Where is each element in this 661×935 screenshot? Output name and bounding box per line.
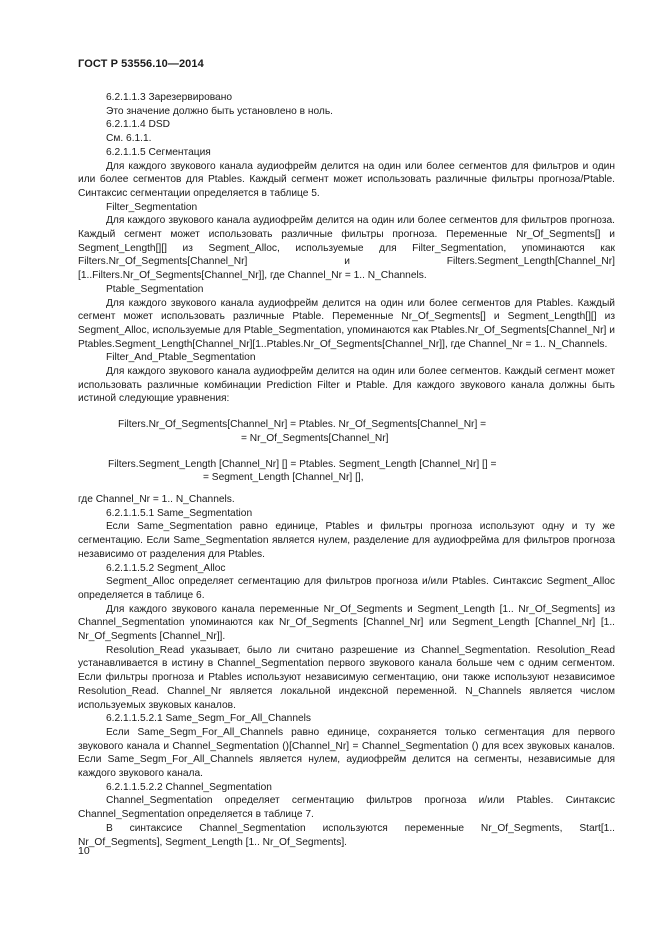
paragraph: Для каждого звукового канала аудиофрейм делится на один или более сегментов для фильтров прогноза. Каждый сегмент может использовать различные фильтры прогноза. Переменные Nr_Of_Segments[] и Segment_Length[][] из Segment_Alloc, используемые для Filter_Segmentation, упоминаются как Filters.Nr_Of_Segments[Channel_Nr] и Filters.Segment_Length[Channel_Nr][1..Filters.Nr_Of_Segments[Channel_Nr]], где Channel_Nr = 1.. N_Channels.	[78, 215, 615, 282]
section-heading: 6.2.1.1.4 DSD	[106, 119, 170, 131]
equation-2-line-2: = Segment_Length [Channel_Nr] [],	[203, 472, 364, 484]
paragraph: Для каждого звукового канала аудиофрейм делится на один или более сегментов для Ptables. Каждый сегмент может использовать различные Ptable. Переменные Nr_Of_Segments[] и Segment_Length[][] из Segment_Alloc, используемые для Ptable_Segmentation, упоминаются как Ptables.Nr_Of_Segments[Channel_Nr] и Ptables.Segment_Length[Channel_Nr][1..Ptables.Nr_Of_Segments[Channel_Nr]], где Channel_Nr = 1.. N_Channels.	[78, 297, 615, 350]
document-body	[78, 91, 615, 849]
paragraph: Если Same_Segmentation равно единице, Ptables и фильтры прогноза используют одну и ту же сегментацию. Если Same_Segmentation является нулем, разделение для аудиофрейма для фильтров прогноза независимо от разделения для Ptables.	[78, 521, 615, 560]
equation-1	[78, 418, 615, 445]
section-heading: 6.2.1.1.5.2 Segment_Alloc	[106, 562, 226, 574]
paragraph: Segment_Alloc определяет сегментацию для фильтров прогноза и/или Ptables. Синтаксис Segment_Alloc определяется в таблице 6.	[78, 576, 615, 601]
term-heading: Filter_Segmentation	[106, 201, 198, 213]
section-heading: 6.2.1.1.5.2.2 Channel_Segmentation	[106, 781, 272, 793]
paragraph: См. 6.1.1.	[106, 133, 152, 145]
section-heading: 6.2.1.1.5 Сегментация	[106, 146, 211, 158]
equation-1-line-2: = Nr_Of_Segments[Channel_Nr]	[241, 432, 389, 444]
paragraph: В синтаксисе Channel_Segmentation используются переменные Nr_Of_Segments, Start[1.. Nr_Of_Segments], Segment_Length [1.. Nr_Of_Segments].	[78, 822, 615, 848]
paragraph: Для каждого звукового канала аудиофрейм делится на один или более сегментов. Каждый сегмент может использовать различные комбинации Prediction Filter и Ptable. Для каждого звукового канала должны быть истиной следующие уравнения:	[78, 366, 615, 405]
equation-2	[78, 458, 615, 485]
paragraph: Channel_Segmentation определяет сегментацию фильтров прогноза и/или Ptables. Синтаксис Channel_Segmentation определяется в таблице 7.	[78, 795, 615, 821]
document-header: ГОСТ Р 53556.10—2014	[78, 58, 204, 70]
term-heading: Filter_And_Ptable_Segmentation	[106, 352, 256, 364]
paragraph: Это значение должно быть установлено в ноль.	[106, 105, 334, 117]
equation-2-line-1: Filters.Segment_Length [Channel_Nr] [] = Ptables. Segment_Length [Channel_Nr] [] =	[108, 458, 497, 470]
equation-1-line-1: Filters.Nr_Of_Segments[Channel_Nr] = Ptables. Nr_Of_Segments[Channel_Nr] =	[118, 419, 487, 431]
paragraph: где Channel_Nr = 1.. N_Channels.	[78, 493, 235, 505]
section-heading: 6.2.1.1.5.2.1 Same_Segm_For_All_Channels	[106, 713, 312, 725]
section-heading: 6.2.1.1.5.1 Same_Segmentation	[106, 507, 253, 519]
term-heading: Ptable_Segmentation	[106, 283, 204, 295]
paragraph: Для каждого звукового канала аудиофрейм делится на один или более сегментов для фильтров и один или более сегментов для Ptables. Каждый сегмент может использовать различные фильтры прогноза/Ptable. Синтаксис сегментации определяется в таблице 5.	[78, 160, 615, 199]
paragraph: Для каждого звукового канала переменные Nr_Of_Segments и Segment_Length [1.. Nr_Of_Segments] из Channel_Segmentation упоминаются как Nr_Of_Segments [Channel_Nr] или Segment_Length [Channel_Nr] [1.. Nr_Of_Segments [Channel_Nr]].	[78, 603, 615, 643]
page-number: 10	[78, 845, 90, 857]
paragraph: Resolution_Read указывает, было ли считано разрешение из Channel_Segmentation. Resolution_Read устанавливается в истину в Channel_Segmentation первого звукового канала больше чем с одним сегментом. Если фильтры прогноза и Ptables используют независимую сегментацию, они также используют независимое Resolution_Read. Channel_Nr является локальной индексной переменной. N_Channels является числом используемых звуковых каналов.	[78, 644, 615, 711]
section-heading: 6.2.1.1.3 Зарезервировано	[106, 92, 232, 103]
paragraph: Если Same_Segm_For_All_Channels равно единице, сохраняется только сегментация для первого звукового канала и Channel_Segmentation ()[Channel_Nr] = Channel_Segmentation () для всех звуковых каналов. Если Same_Segm_For_All_Channels является нулем, аудиофрейм делится на сегменты, независимые для каждого звукового канала.	[78, 726, 615, 780]
